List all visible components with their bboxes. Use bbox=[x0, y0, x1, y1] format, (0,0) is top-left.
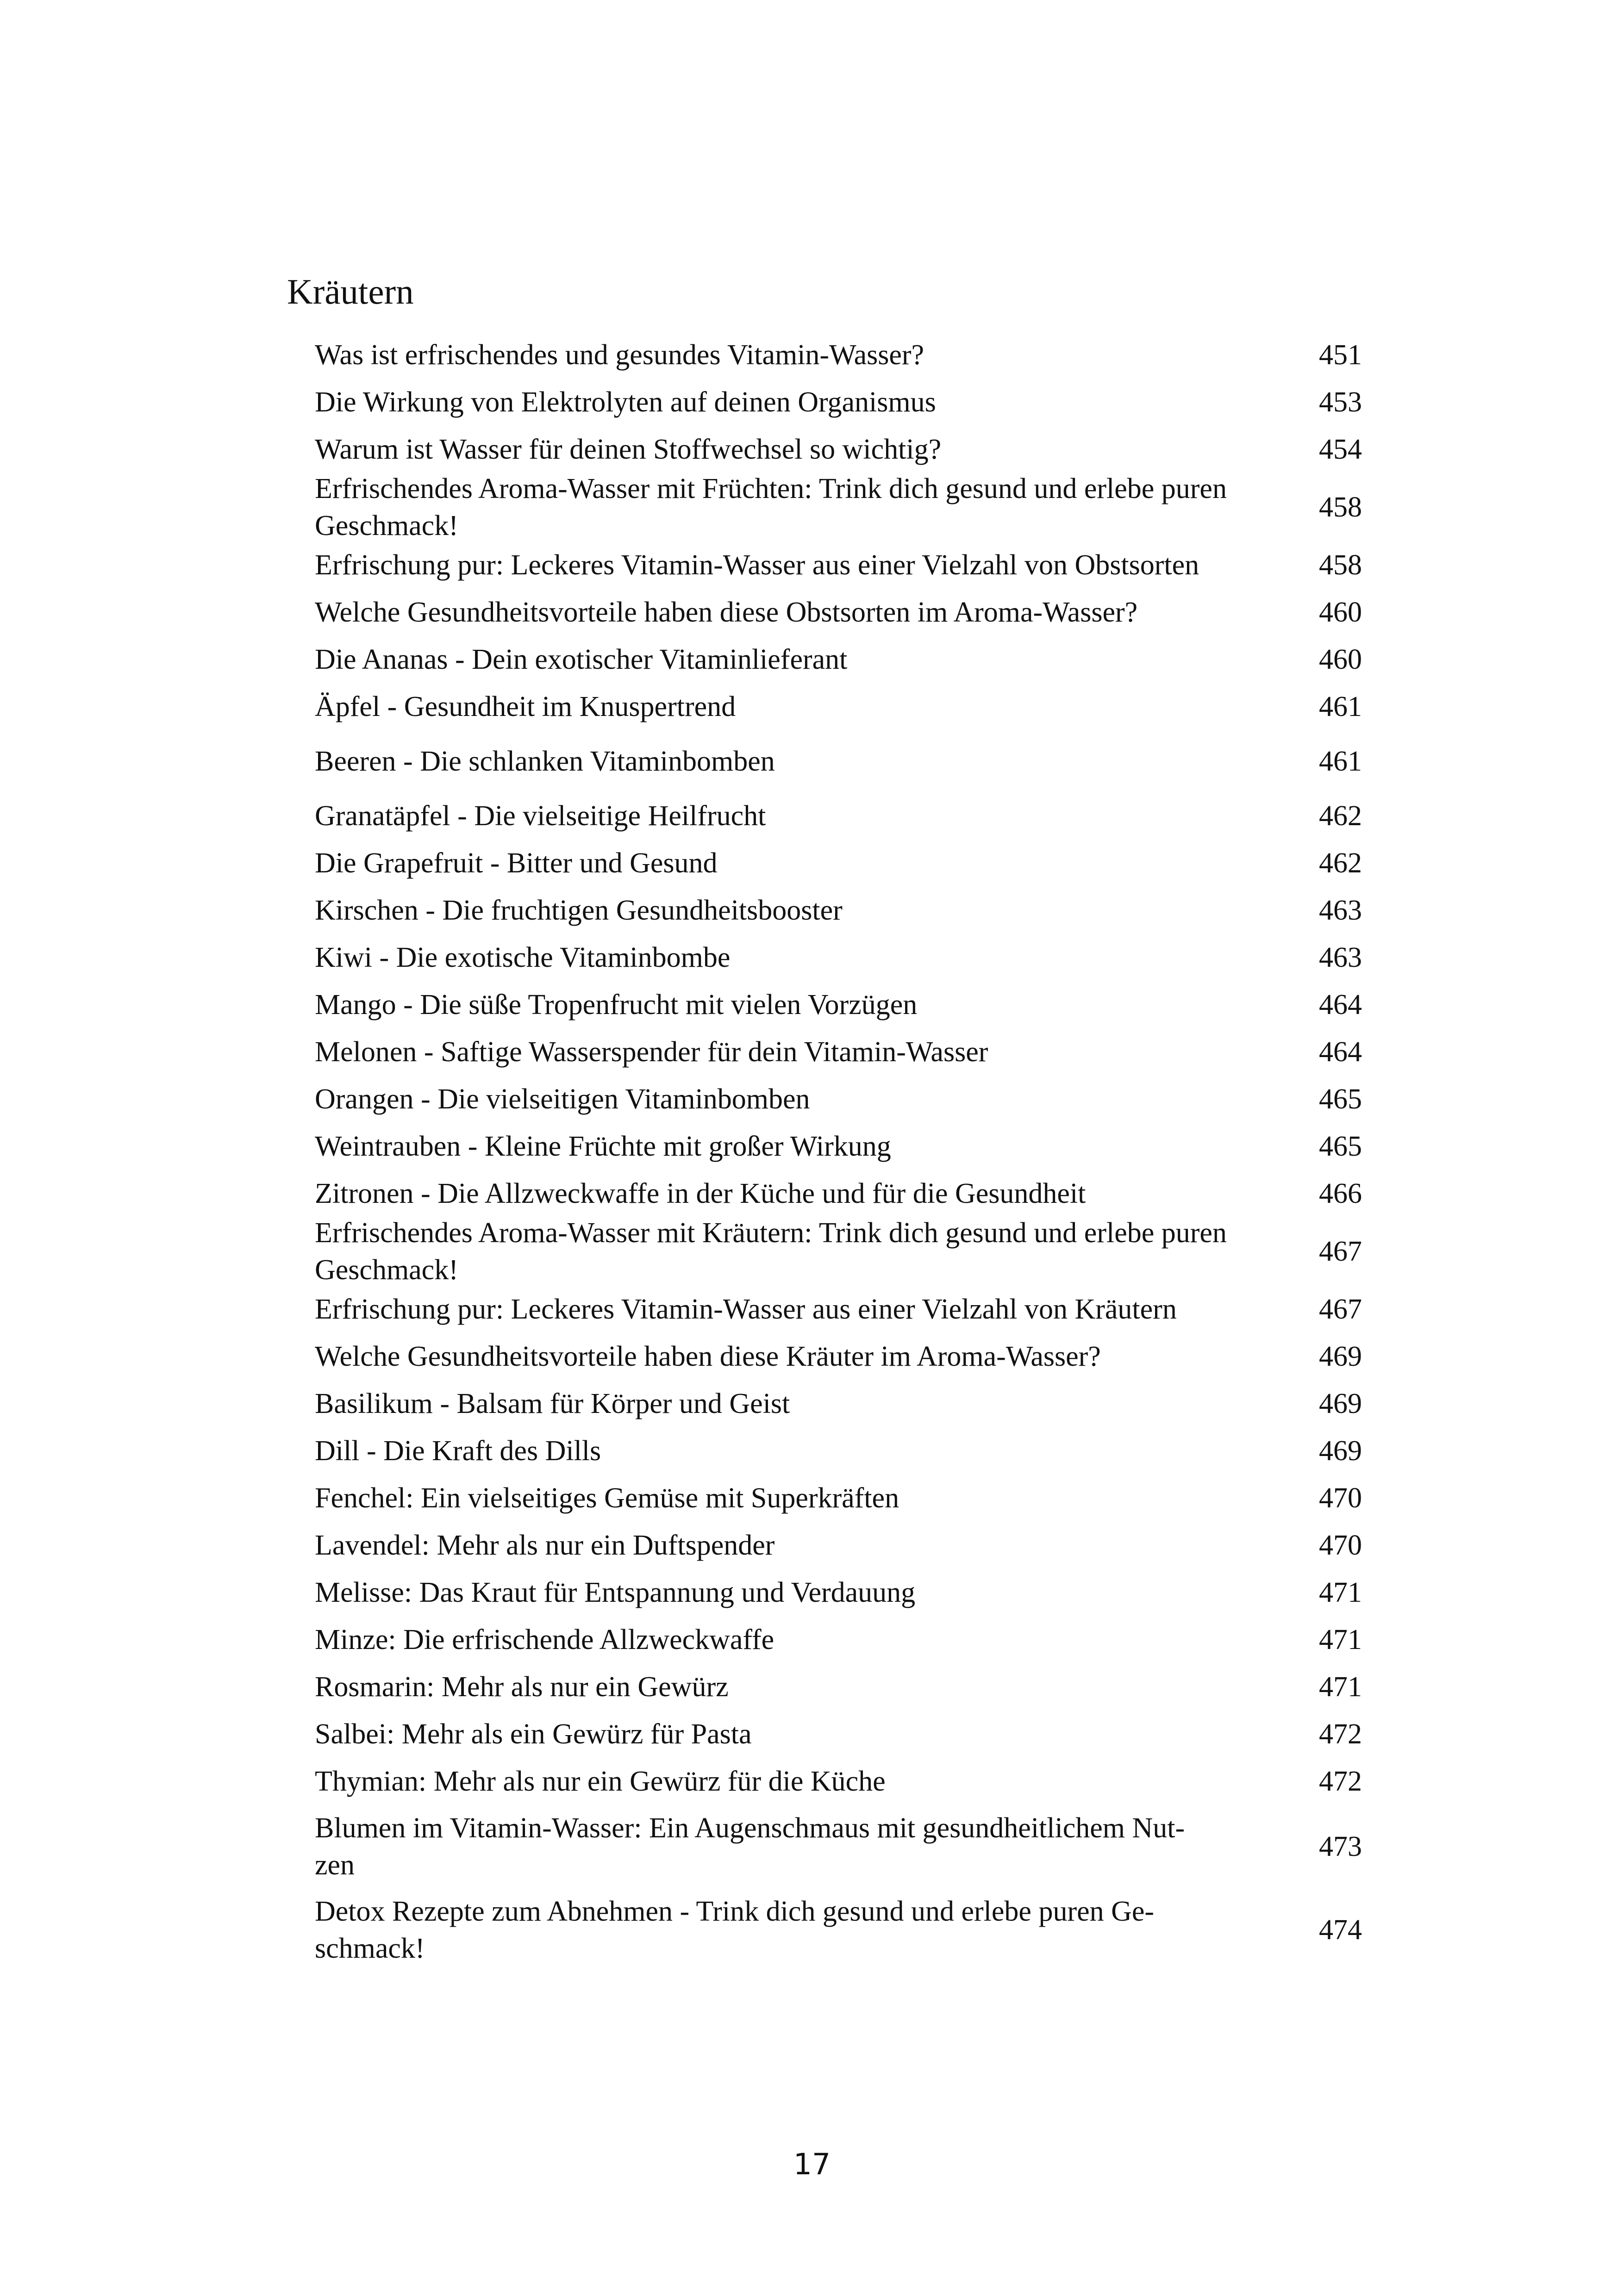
toc-entry-title: Die Wirkung von Elektrolyten auf deinen Organismus bbox=[315, 386, 936, 418]
toc-entry[interactable] bbox=[315, 1123, 1362, 1170]
toc-entry[interactable] bbox=[315, 1569, 1362, 1616]
toc-entry-page: 454 bbox=[1319, 434, 1362, 465]
toc-entry[interactable] bbox=[315, 331, 1362, 379]
toc-entry[interactable] bbox=[315, 1286, 1362, 1333]
toc-entry[interactable] bbox=[315, 730, 1362, 792]
toc-entry[interactable] bbox=[315, 1170, 1362, 1217]
section-heading: Kräutern bbox=[287, 272, 414, 311]
toc-entry[interactable] bbox=[315, 1663, 1362, 1711]
toc-entry[interactable] bbox=[315, 541, 1362, 589]
toc-entry-page: 472 bbox=[1319, 1718, 1362, 1750]
toc-entry-title: Orangen - Die vielseitigen Vitaminbomben bbox=[315, 1083, 810, 1115]
toc-entry[interactable] bbox=[315, 426, 1362, 473]
toc-entry-title: Erfrischendes Aroma-Wasser mit Kräutern: Trink dich gesund und erlebe puren Geschmack! bbox=[315, 1217, 1227, 1286]
toc-entry-title: Minze: Die erfrischende Allzweckwaffe bbox=[315, 1624, 775, 1655]
toc-entry[interactable] bbox=[315, 934, 1362, 981]
toc-entry[interactable] bbox=[315, 1028, 1362, 1076]
toc-entry-title: Beeren - Die schlanken Vitaminbomben bbox=[315, 746, 775, 777]
toc-entry-title: Mango - Die süße Tropenfrucht mit vielen Vorzügen bbox=[315, 989, 918, 1020]
toc-entry[interactable] bbox=[315, 1427, 1362, 1475]
toc-entry-page: 470 bbox=[1319, 1530, 1362, 1561]
toc-entry-title: Zitronen - Die Allzweckwaffe in der Küche und für die Gesundheit bbox=[315, 1178, 1086, 1209]
toc-entry-title: Detox Rezepte zum Abnehmen - Trink dich gesund und erlebe puren Ge- schmack! bbox=[315, 1896, 1155, 1964]
toc-entry[interactable] bbox=[315, 683, 1362, 730]
toc-entry[interactable] bbox=[315, 887, 1362, 934]
toc-entry-page: 461 bbox=[1319, 746, 1362, 777]
toc-entry-page: 466 bbox=[1319, 1178, 1362, 1209]
toc-entry-page: 471 bbox=[1319, 1671, 1362, 1703]
toc-entry-page: 460 bbox=[1319, 644, 1362, 675]
toc-entry-page: 473 bbox=[1319, 1831, 1362, 1862]
toc-entry[interactable] bbox=[315, 473, 1362, 541]
toc-entry[interactable] bbox=[315, 1333, 1362, 1380]
toc-entry[interactable] bbox=[315, 1522, 1362, 1569]
toc-entry-title: Erfrischung pur: Leckeres Vitamin-Wasser aus einer Vielzahl von Kräutern bbox=[315, 1294, 1177, 1325]
table-of-contents bbox=[315, 331, 1362, 1972]
toc-entry-title: Rosmarin: Mehr als nur ein Gewürz bbox=[315, 1671, 729, 1703]
toc-entry-title: Dill - Die Kraft des Dills bbox=[315, 1435, 601, 1467]
toc-entry-page: 464 bbox=[1319, 989, 1362, 1020]
toc-entry[interactable] bbox=[315, 1805, 1362, 1888]
toc-entry-title: Basilikum - Balsam für Körper und Geist bbox=[315, 1388, 790, 1419]
toc-entry-title: Granatäpfel - Die vielseitige Heilfrucht bbox=[315, 800, 766, 832]
toc-entry-page: 451 bbox=[1319, 339, 1362, 371]
toc-entry-page: 469 bbox=[1319, 1388, 1362, 1419]
toc-entry-page: 458 bbox=[1319, 549, 1362, 581]
toc-entry-page: 464 bbox=[1319, 1036, 1362, 1068]
toc-entry-page: 462 bbox=[1319, 847, 1362, 879]
toc-entry[interactable] bbox=[315, 589, 1362, 636]
toc-entry-title: Kirschen - Die fruchtigen Gesundheitsbooster bbox=[315, 895, 843, 926]
toc-entry-page: 465 bbox=[1319, 1131, 1362, 1162]
toc-entry-page: 453 bbox=[1319, 386, 1362, 418]
toc-entry-title: Thymian: Mehr als nur ein Gewürz für die Küche bbox=[315, 1766, 886, 1797]
toc-entry[interactable] bbox=[315, 1076, 1362, 1123]
toc-entry-page: 467 bbox=[1319, 1236, 1362, 1267]
toc-entry-title: Kiwi - Die exotische Vitaminbombe bbox=[315, 942, 731, 973]
toc-entry-title: Weintrauben - Kleine Früchte mit großer Wirkung bbox=[315, 1131, 891, 1162]
toc-entry[interactable] bbox=[315, 1711, 1362, 1758]
toc-entry-title: Welche Gesundheitsvorteile haben diese Kräuter im Aroma-Wasser? bbox=[315, 1341, 1101, 1372]
toc-entry-page: 462 bbox=[1319, 800, 1362, 832]
toc-entry[interactable] bbox=[315, 379, 1362, 426]
toc-entry[interactable] bbox=[315, 1758, 1362, 1805]
toc-entry-page: 471 bbox=[1319, 1624, 1362, 1655]
toc-entry[interactable] bbox=[315, 1217, 1362, 1286]
toc-entry-page: 458 bbox=[1319, 492, 1362, 523]
toc-entry-title: Die Grapefruit - Bitter und Gesund bbox=[315, 847, 718, 879]
toc-entry-title: Melisse: Das Kraut für Entspannung und Verdauung bbox=[315, 1577, 916, 1608]
toc-entry[interactable] bbox=[315, 981, 1362, 1028]
toc-entry-title: Welche Gesundheitsvorteile haben diese Obstsorten im Aroma-Wasser? bbox=[315, 597, 1138, 628]
toc-entry[interactable] bbox=[315, 840, 1362, 887]
toc-entry[interactable] bbox=[315, 1475, 1362, 1522]
toc-entry-page: 471 bbox=[1319, 1577, 1362, 1608]
toc-entry-page: 472 bbox=[1319, 1766, 1362, 1797]
toc-entry-page: 463 bbox=[1319, 942, 1362, 973]
toc-entry-title: Die Ananas - Dein exotischer Vitaminlieferant bbox=[315, 644, 848, 675]
toc-entry-page: 460 bbox=[1319, 597, 1362, 628]
toc-entry-page: 474 bbox=[1319, 1914, 1362, 1946]
toc-entry[interactable] bbox=[315, 1888, 1362, 1972]
toc-entry-title: Blumen im Vitamin-Wasser: Ein Augenschmaus mit gesundheitlichem Nut- zen bbox=[315, 1812, 1185, 1881]
toc-entry[interactable] bbox=[315, 792, 1362, 840]
toc-entry-title: Äpfel - Gesundheit im Knuspertrend bbox=[315, 691, 736, 722]
toc-entry-page: 467 bbox=[1319, 1294, 1362, 1325]
toc-entry[interactable] bbox=[315, 1616, 1362, 1663]
toc-entry-page: 469 bbox=[1319, 1341, 1362, 1372]
toc-entry-title: Erfrischendes Aroma-Wasser mit Früchten: Trink dich gesund und erlebe puren Geschmack! bbox=[315, 473, 1227, 541]
toc-entry-page: 461 bbox=[1319, 691, 1362, 722]
toc-entry-title: Lavendel: Mehr als nur ein Duftspender bbox=[315, 1530, 775, 1561]
toc-entry-title: Erfrischung pur: Leckeres Vitamin-Wasser aus einer Vielzahl von Obstsorten bbox=[315, 549, 1199, 581]
page-number: 17 bbox=[793, 2147, 831, 2181]
toc-entry-page: 465 bbox=[1319, 1083, 1362, 1115]
toc-entry-title: Fenchel: Ein vielseitiges Gemüse mit Superkräften bbox=[315, 1482, 899, 1514]
toc-entry-title: Salbei: Mehr als ein Gewürz für Pasta bbox=[315, 1718, 752, 1750]
toc-entry[interactable] bbox=[315, 1380, 1362, 1427]
toc-entry-title: Warum ist Wasser für deinen Stoffwechsel so wichtig? bbox=[315, 434, 942, 465]
toc-entry-title: Melonen - Saftige Wasserspender für dein Vitamin-Wasser bbox=[315, 1036, 988, 1068]
toc-entry-title: Was ist erfrischendes und gesundes Vitamin-Wasser? bbox=[315, 339, 924, 371]
toc-entry[interactable] bbox=[315, 636, 1362, 683]
toc-entry-page: 463 bbox=[1319, 895, 1362, 926]
toc-entry-page: 470 bbox=[1319, 1482, 1362, 1514]
toc-entry-page: 469 bbox=[1319, 1435, 1362, 1467]
